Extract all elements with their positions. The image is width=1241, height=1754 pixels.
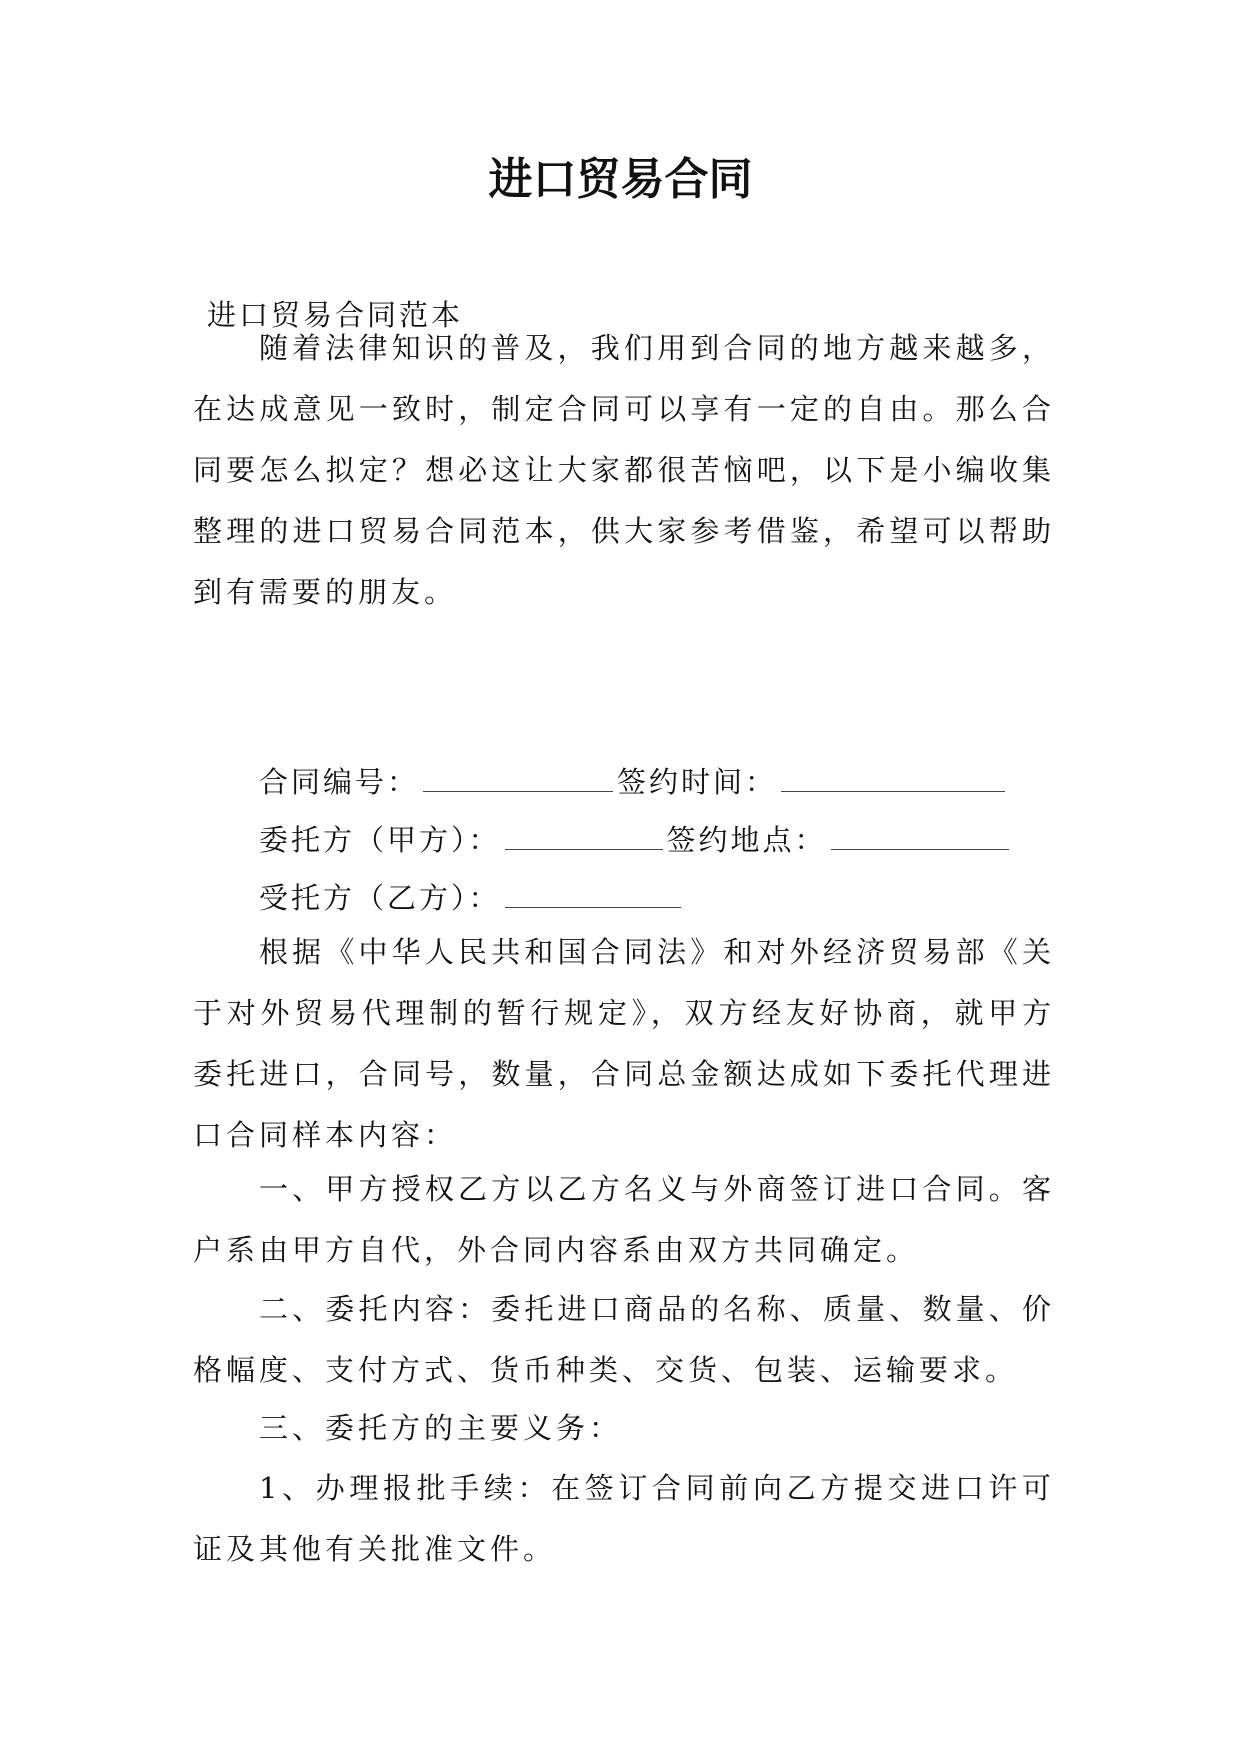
contract-no-label: 合同编号： xyxy=(259,765,420,799)
agent-blank xyxy=(505,883,681,908)
field-row-agent xyxy=(259,873,685,923)
field-row-contract-no xyxy=(259,757,1009,807)
document-subtitle: 进口贸易合同范本 xyxy=(207,298,464,332)
sign-time-label: 签约时间： xyxy=(617,765,778,799)
sign-place-blank xyxy=(831,825,1009,850)
clause-2: 二、委托内容：委托进口商品的名称、质量、数量、价格幅度、支付方式、货币种类、交货、包装、运输要求。 xyxy=(193,1292,1055,1387)
sign-time-blank xyxy=(781,767,1005,792)
client-blank xyxy=(505,825,663,850)
clause-3-1: 1、办理报批手续：在签订合同前向乙方提交进口许可证及其他有关批准文件。 xyxy=(193,1471,1055,1566)
preamble-paragraph: 根据《中华人民共和国合同法》和对外经济贸易部《关于对外贸易代理制的暂行规定》，双方经友好协商，就甲方委托进口，合同号，数量，合同总金额达成如下委托代理进口合同样本内容： xyxy=(193,935,1055,1152)
sign-place-label: 签约地点： xyxy=(666,823,827,857)
agent-label: 受托方（乙方）： xyxy=(259,881,501,915)
intro-paragraph: 随着法律知识的普及，我们用到合同的地方越来越多，在达成意见一致时，制定合同可以享有一定的自由。那么合同要怎么拟定？想必这让大家都很苦恼吧，以下是小编收集整理的进口贸易合同范本，供大家参考借鉴，希望可以帮助到有需要的朋友。 xyxy=(193,331,1055,609)
clause-3: 三、委托方的主要义务： xyxy=(259,1411,623,1445)
client-label: 委托方（甲方）： xyxy=(259,823,501,857)
document-title: 进口贸易合同 xyxy=(488,154,753,205)
contract-no-blank xyxy=(423,767,613,792)
clause-1: 一、甲方授权乙方以乙方名义与外商签订进口合同。客户系由甲方自代，外合同内容系由双方共同确定。 xyxy=(193,1172,1055,1267)
field-row-client xyxy=(259,815,1013,865)
